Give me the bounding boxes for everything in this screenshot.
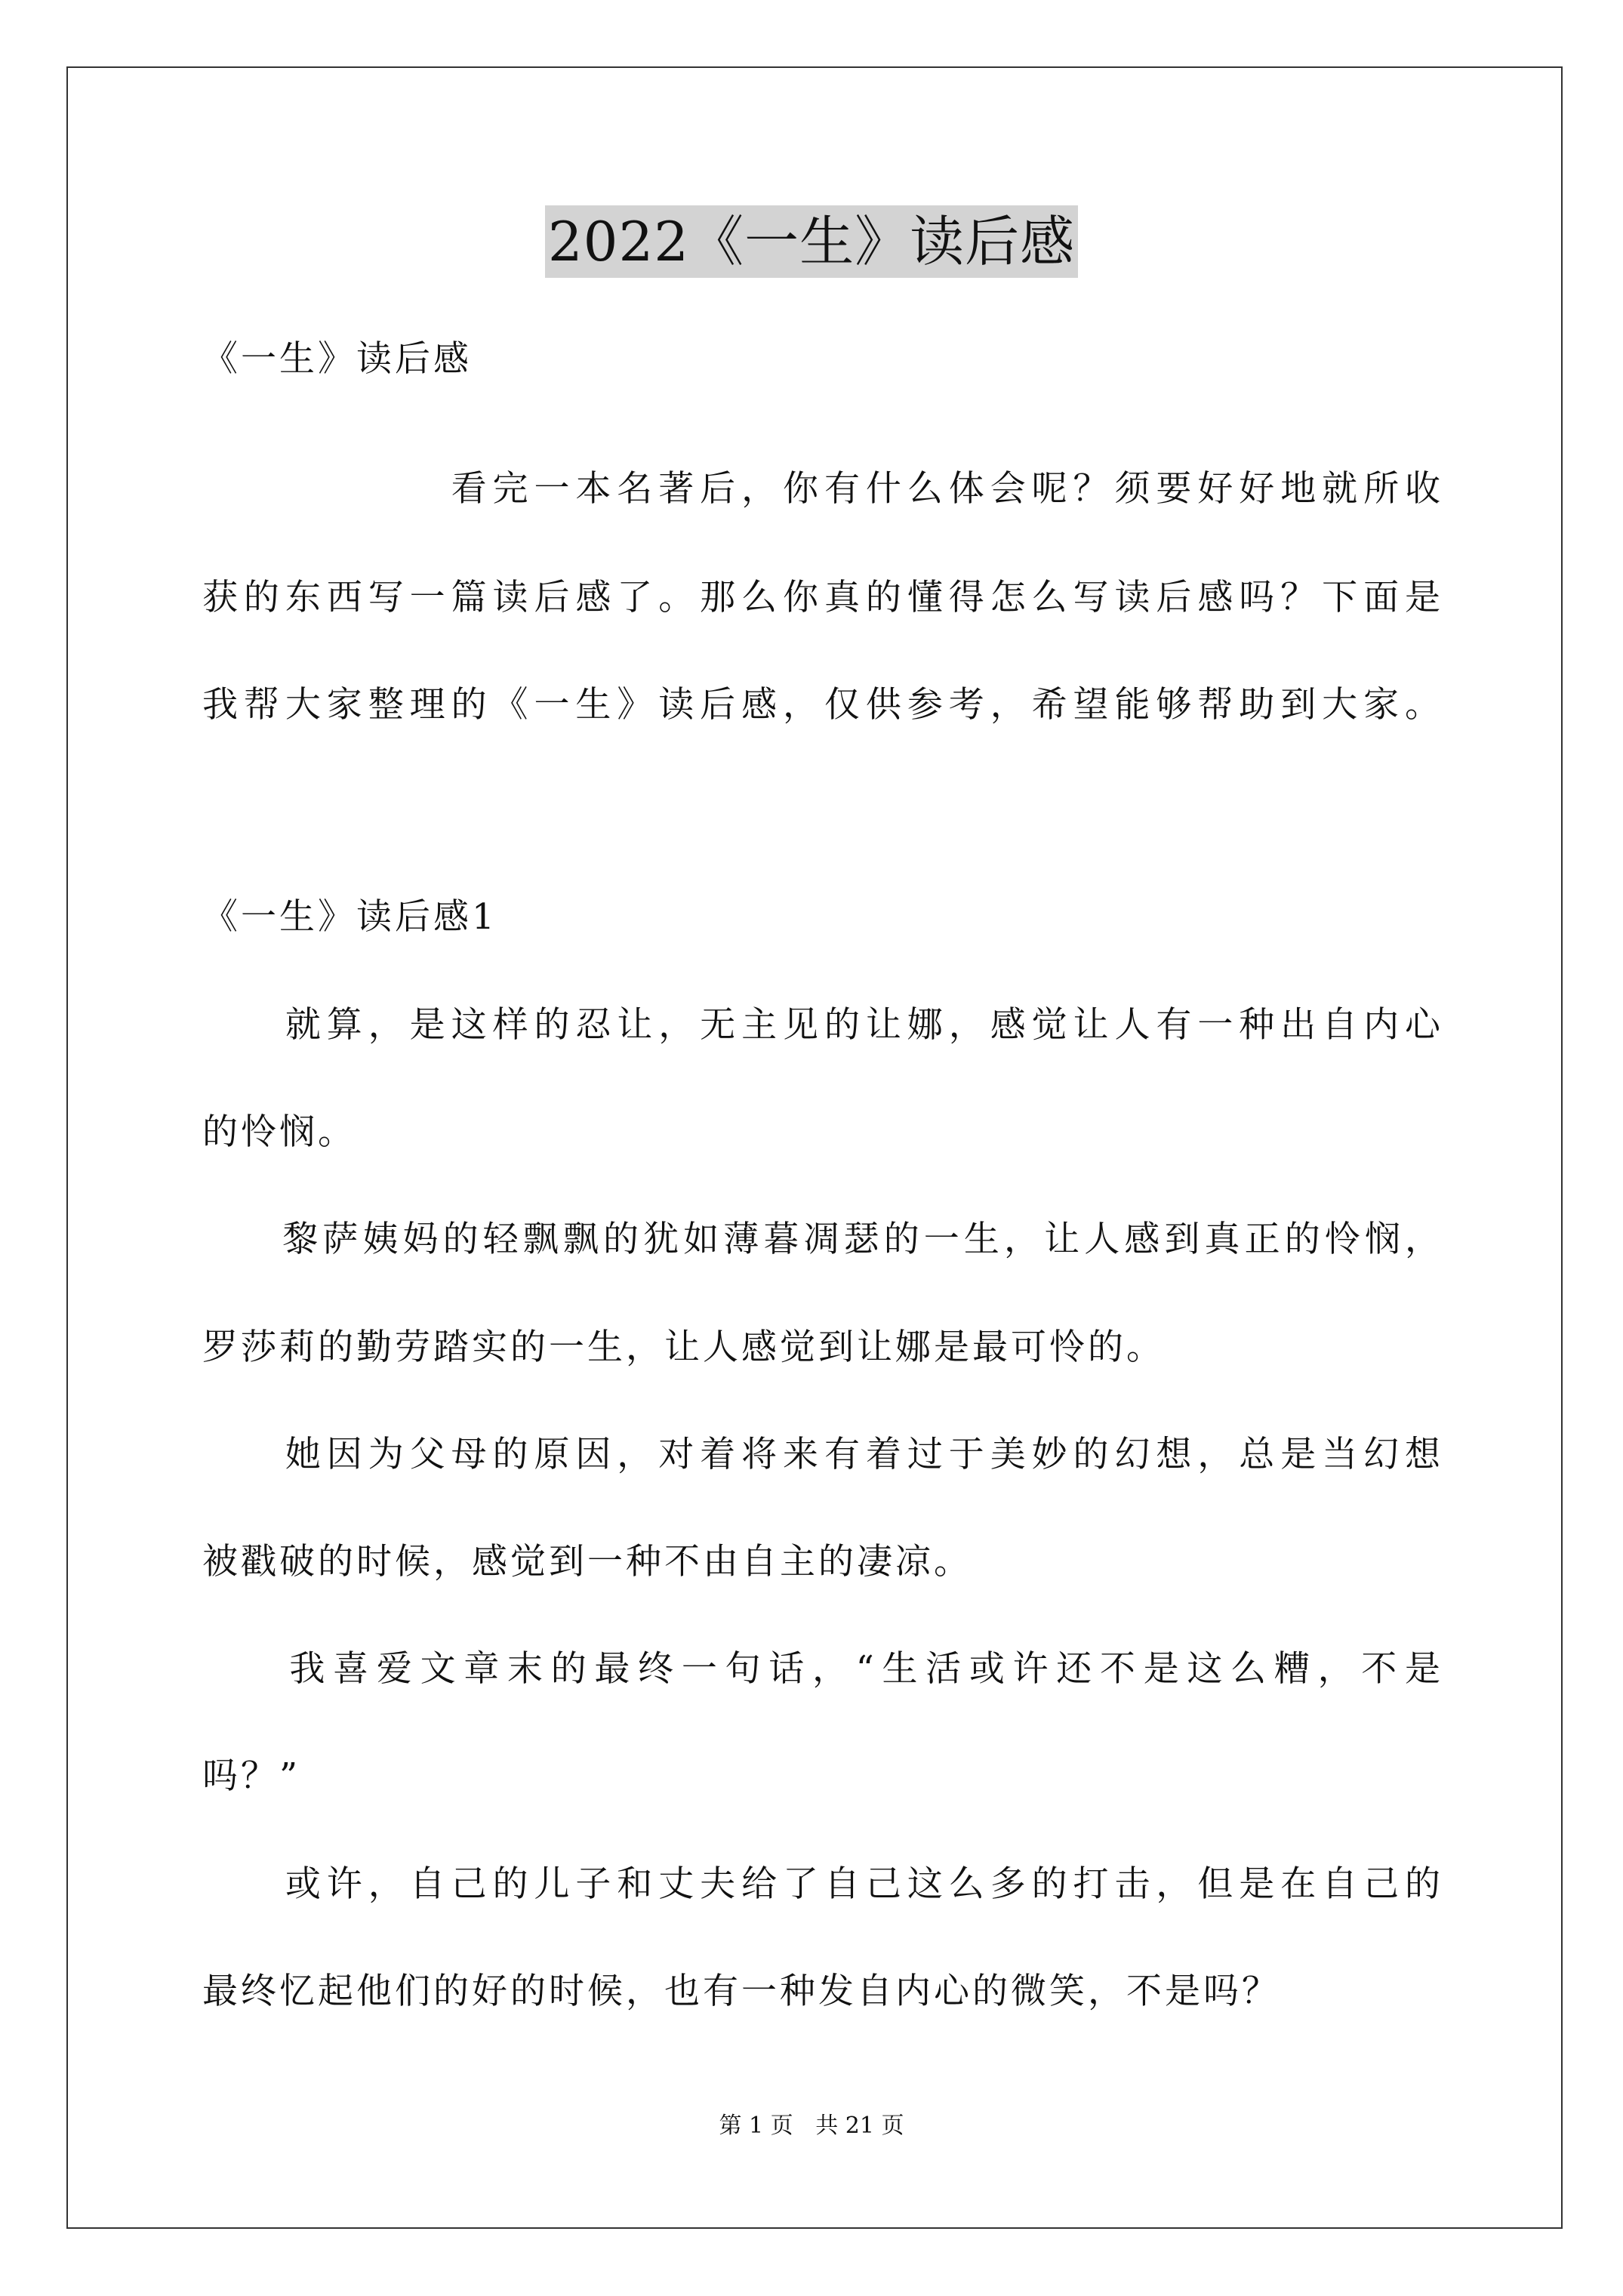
paragraph-line: 最终忆起他们的好的时候，也有一种发自内心的微笑，不是吗？ — [202, 1971, 1280, 2012]
paragraph-line: 或许，自己的儿子和丈夫给了自己这么多的打击，但是在自己的 — [202, 1863, 1440, 1905]
page-number: 第 1 页 — [719, 2113, 793, 2139]
paragraph-line: 我喜爱文章末的最终一句话，“生活或许还不是这么糟，不是 — [202, 1648, 1440, 1690]
paragraph-line: 被戳破的时候，感觉到一种不由自主的凄凉。 — [202, 1541, 972, 1583]
paragraph-line: 获的东西写一篇读后感了。那么你真的懂得怎么写读后感吗？下面是 — [202, 577, 1440, 618]
title-container — [0, 205, 1623, 278]
paragraph-line: 我帮大家整理的《一生》读后感，仅供参考，希望能够帮助到大家。 — [202, 684, 1440, 726]
paragraph-line: 的怜悯。 — [202, 1111, 356, 1153]
section-heading: 《一生》读后感1 — [202, 896, 497, 938]
paragraph-line: 黎萨姨妈的轻飘飘的犹如薄暮凋瑟的一生，让人感到真正的怜悯， — [202, 1219, 1440, 1260]
page-total: 共 21 页 — [815, 2113, 904, 2139]
document-title: 2022《一生》读后感 — [545, 205, 1078, 278]
paragraph-line: 她因为父母的原因，对着将来有着过于美妙的幻想，总是当幻想 — [202, 1434, 1440, 1475]
paragraph-line: 罗莎莉的勤劳踏实的一生，让人感觉到让娜是最可怜的。 — [202, 1327, 1165, 1368]
page-footer — [0, 2111, 1623, 2141]
subtitle: 《一生》读后感 — [202, 338, 472, 380]
paragraph-line: 就算，是这样的忍让，无主见的让娜，感觉让人有一种出自内心 — [202, 1004, 1440, 1046]
paragraph-line: 看完一本名著后，你有什么体会呢？须要好好地就所收 — [202, 468, 1440, 510]
paragraph-line: 吗？” — [202, 1755, 301, 1797]
